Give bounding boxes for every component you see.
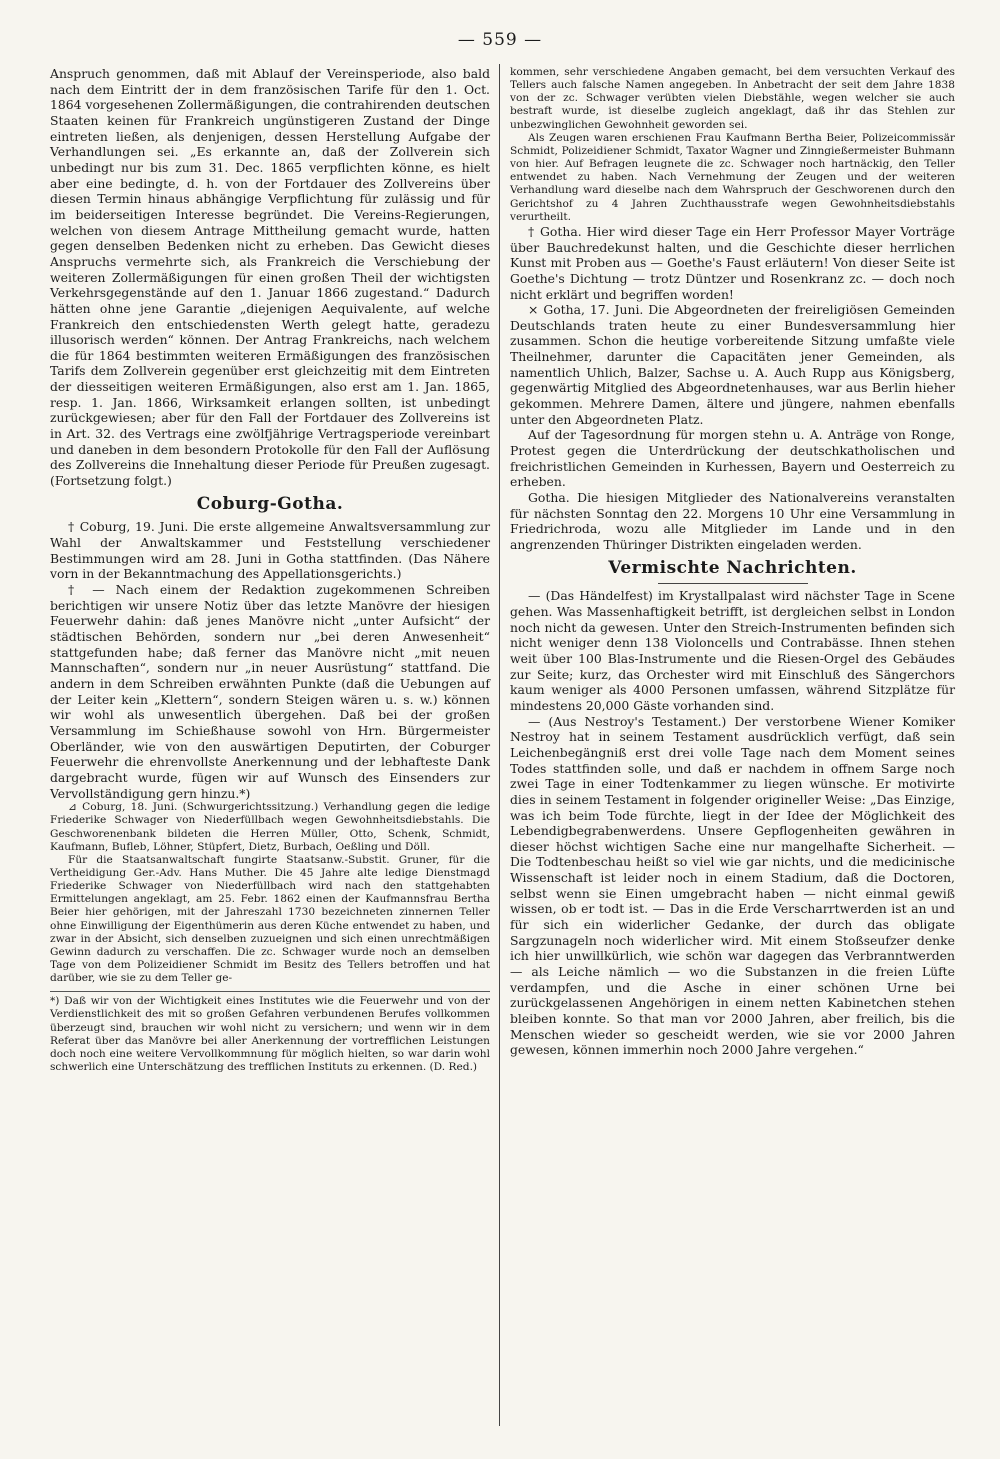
editorial-footnote: *) Daß wir von der Wichtigkeit eines Institutes wie die Feuerwehr und von der Verdienstlichkeit des mit so großen Gefahren verbundenen Berufes vollkommen überzeugt sind, brauchen wir wohl nicht zu versichern; und wenn wir in dem Referat über das Manövre bei aller Anerkennung der vortrefflichen Leistungen doch noch eine weitere Vervollkommnung für möglich hielten, so war darin wohl schwerlich eine Unterschätzung des trefflichen Instituts zu erkennen. (D. Red.) [50,991,490,1074]
column-divider [499,64,500,1426]
section-heading-vermischte-nachrichten: Vermischte Nachrichten. [608,557,857,578]
nestroy-testament-article: — (Aus Nestroy's Testament.) Der verstorbene Wiener Komiker Nestroy hat in seinem Testament ausdrücklich verfügt, daß sein Leichenbegängniß erst drei volle Tage nach dem Moment seines Todes stattfinden solle, und daß er nachdem in offnem Sarge noch zwei Tage in einer Todtenkammer zu liegen wünsche. Er motivirte dies in seinem Testament in folgender origineller Weise: „Das Einzige, was ich beim Tode fürchte, liegt in der Idee der Möglichkeit des Lebendigbegrabenwerdens. Unsere Gepflogenheiten gewähren in dieser höchst wichtigen Sache eine nur mangelhafte Sicherheit. — Die Todtenbeschau heißt so viel wie gar nichts, und die medicinische Wissenschaft ist leider noch in einem Stadium, daß die Doctoren, selbst wenn sie Einen umgebracht haben — nicht einmal gewiß wissen, ob er todt ist. — Das in die Erde Verscharrtwerden ist an und für sich ein widerlicher Gedanke, der durch das obligate Sargzunageln noch widerlicher wird. Mit einem Stoßseufzer denke ich hier unwillkürlich, wie schön war dagegen das Verbranntwerden — als Leiche nämlich — wo die Substanzen in die freien Lüfte verdampfen, und die Asche in einer schönen Urne bei zurückgelassenen Angehörigen in einem netten Kabinetchen stehen bleiben konnte. So that man vor 2000 Jahren, aber freilich, bis die Menschen wieder so gescheidt werden, wie sie vor 2000 Jahren gewesen, können immerhin noch 2000 Jahre vergehen.“ [510,713,955,1058]
schwurgericht-verdict: Als Zeugen waren erschienen Frau Kaufmann Bertha Beier, Polizeicommissär Schmidt, Polizeidiener Schmidt, Taxator Wagner und Zinngießermeister Buhmann von hier. Auf Befragen leugnete die zc. Schwager noch hartnäckig, den Teller entwendet zu haben. Nach Vernehmung der Zeugen und der weiteren Verhandlung ward dieselbe nach dem Wahrspruch der Geschworenen durch den Gerichtshof zu 4 Jahren Zuchthausstrafe wegen Gewohnheitsdiebstahls verurtheilt. [510,131,955,223]
right-column [510,66,955,1058]
page-number: — 559 — [457,30,543,50]
gotha-bauchredekunst: † Gotha. Hier wird dieser Tage ein Herr Professor Mayer Vorträge über Bauchredekunst halten, und die Geschichte dieser herrlichen Kunst mit Proben aus — Goethe's Faust erläutern! Von dieser Seite ist Goethe's Dichtung — trotz Düntzer und Rosenkranz zc. — doch noch nicht erklärt und begriffen worden! [510,223,955,302]
zollverein-article: Anspruch genommen, daß mit Ablauf der Vereinsperiode, also bald nach dem Eintritt der in dem französischen Tarife für den 1. Oct. 1864 vorgesehenen Zollermäßigungen, die contrahirenden deutschen Staaten keinen für Frankreich ungünstigeren Zustand der Dinge eintreten ließen, als denjenigen, dessen Herstellung Aufgabe der Verhandlungen sei. „Es erkannte an, daß der Zollverein sich unbedingt nur bis zum 31. Dec. 1865 verpflichten könne, es hielt aber eine bedingte, d. h. von der Fortdauer des Zollvereins über diesen Termin hinaus abhängige Verpflichtung für zulässig und für im beiderseitigen Interesse begründet. Die Vereins-Regierungen, welchen von diesem Antrage Mittheilung gemacht wurde, hatten gegen denselben Bedenken nicht zu erheben. Das Gewicht dieses Anspruchs vermehrte sich, als Frankreich die Verschiebung der weiteren Zollermäßigungen für einen großen Theil der wichtigsten Verkehrsgegenstände auf den 1. Januar 1866 zugestand.“ Dadurch hätten ohne jene Garantie „diejenigen Aequivalente, auf welche Frankreich den entschiedensten Werth gelegt hatte, geradezu illusorisch werden“ können. Der Antrag Frankreichs, nach welchem die für 1864 bestimmten weiteren Ermäßigungen des französischen Tarifs dem Zollverein gegenüber erst gleichzeitig mit dem Eintreten der diesseitigen weiteren Ermäßigungen, also erst am 1. Jan. 1865, resp. 1. Jan. 1866, Wirksamkeit erlangen sollten, ist unbedingt zurückgewiesen; aber für den Fall der Fortdauer des Zollvereins ist in Art. 32. des Vertrags eine zwölfjährige Vertragsperiode vereinbart und daneben in dem besondern Protokolle für den Fall der Auflösung des Zollvereins die Innehaltung dieser Periode für Preußen zugesagt. (Fortsetzung folgt.) [50,66,491,489]
schwurgericht-report: ⊿ Coburg, 18. Juni. (Schwurgerichtssitzung.) Verhandlung gegen die ledige Friederike Schwager von Niederfüllbach wegen Gewohnheitsdiebstahls. Die Geschworenenbank bildeten die Herren Müller, Otto, Schenk, Schmidt, Kaufmann, Bufleb, Löhner, Stüpfert, Dietz, Burbach, Oeßling und Döll. [50,801,490,853]
schwurgericht-details: Für die Staatsanwaltschaft fungirte Staatsanw.-Substit. Gruner, für die Vertheidigung Ger.-Adv. Hans Muther. Die 45 Jahre alte ledige Dienstmagd Friederike Schwager von Niederfüllbach wird nach den stattgehabten Ermittelungen angeklagt, am 25. Febr. 1862 einen der Kaufmannsfrau Bertha Beier hier gehörigen, mit der Jahreszahl 1730 bezeichneten zinnernen Teller ohne Einwilligung der Eigenthümerin aus deren Küche entwendet zu haben, und zwar in der Absicht, sich denselben zuzueignen und sich einen unrechtmäßigen Gewinn dadurch zu verschaffen. Die zc. Schwager wurde noch an demselben Tage von dem Polizeidiener Schmidt im Besitz des Tellers betroffen und hat darüber, wie sie zu dem Teller ge- [50,853,490,985]
haendelfest-article: — (Das Händelfest) im Krystallpalast wird nächster Tage in Scene gehen. Was Massenhaftigkeit betrifft, ist dergleichen selbst in London noch nicht da gewesen. Unter den Streich-Instrumenten befinden sich nicht weniger denn 138 Violoncells und Contrabässe. Ihnen stehen weit über 100 Blas-Instrumente und die Riesen-Orgel des Gebäudes zur Seite; kurz, das Orchester wird mit Einschluß des Sängerchors kaum weniger als 4000 Personen umfassen, während Sitzplätze für mindestens 20,000 Gäste vorhanden sind. [510,588,955,713]
gotha-nationalverein: Gotha. Die hiesigen Mitglieder des Nationalvereins veranstalten für nächsten Sonntag den 22. Morgens 10 Uhr eine Versammlung in Friedrichroda, wozu alle Mitglieder im Lande und in den angrenzenden Thüringer Distrikten eingeladen werden. [510,490,955,552]
gotha-tagesordnung: Auf der Tagesordnung für morgen stehn u. A. Anträge von Ronge, Protest gegen die Unterdrückung der deutschkatholischen und freichristlichen Gemeinden in Kurhessen, Bayern und Oesterreich zu erheben. [510,427,955,490]
left-column [50,66,490,1074]
gotha-freireligioese-gemeinden: ⨯ Gotha, 17. Juni. Die Abgeordneten der freireligiösen Gemeinden Deutschlands traten heute zu einer Bundesversammlung hier zusammen. Schon die heutige vorbereitende Sitzung umfaßte viele Theilnehmer, darunter die Capacitäten jener Gemeinden, als namentlich Uhlich, Balzer, Sachse u. A. Auch Rupp aus Königsberg, gegenwärtig Mitglied des Abgeordnetenhauses, war aus Berlin hieher gekommen. Mehrere Damen, ältere und jüngere, nahmen ebenfalls unter den Abgeordneten Platz. [510,302,955,427]
feuerwehr-correction: † — Nach einem der Redaktion zugekommenen Schreiben berichtigen wir unsere Notiz über das letzte Manövre der hiesigen Feuerwehr dahin: daß jenes Manövre nicht „unter Aufsicht“ der städtischen Behörden, sondern nur „bei deren Anwesenheit“ stattgefunden habe; daß ferner das Manövre nicht „mit neuen Mannschaften“, sondern nur „in neuer Ausrüstung“ stattfand. Die andern in dem Schreiben erwähnten Punkte (daß die Uebungen auf der Leiter kein „Klettern“, sondern Steigen wären u. s. w.) können wir wohl als unwesentlich übergehen. Daß bei der großen Versammlung im Schießhause sowohl von Hrn. Bürgermeister Oberländer, wie von den auswärtigen Deputirten, der Coburger Feuerwehr die ehrenvollste Anerkennung und der lebhafteste Dank dargebracht wurde, fügen wir auf Wunsch des Einsenders zur Vervollständigung gern hinzu.*) [50,582,490,801]
schwurgericht-continued: kommen, sehr verschiedene Angaben gemacht, bei dem versuchten Verkauf des Tellers auch falsche Namen angegeben. In Anbetracht der seit dem Jahre 1838 von der zc. Schwager verübten vielen Diebstähle, wegen welcher sie auch bestraft wurde, ist dieselbe zugleich angeklagt, daß ihr das Stehlen zur unbezwinglichen Gewohnheit geworden sei. [510,66,955,131]
anwaltsversammlung-notice: † Coburg, 19. Juni. Die erste allgemeine Anwaltsversammlung zur Wahl der Anwaltskammer und Feststellung verschiedener Bestimmungen wird am 28. Juni in Gotha stattfinden. (Das Nähere vorn in der Bekanntmachung des Appellationsgerichts.) [50,519,490,582]
section-heading-coburg-gotha: Coburg-Gotha. [196,493,344,514]
heading-rule [658,583,808,584]
